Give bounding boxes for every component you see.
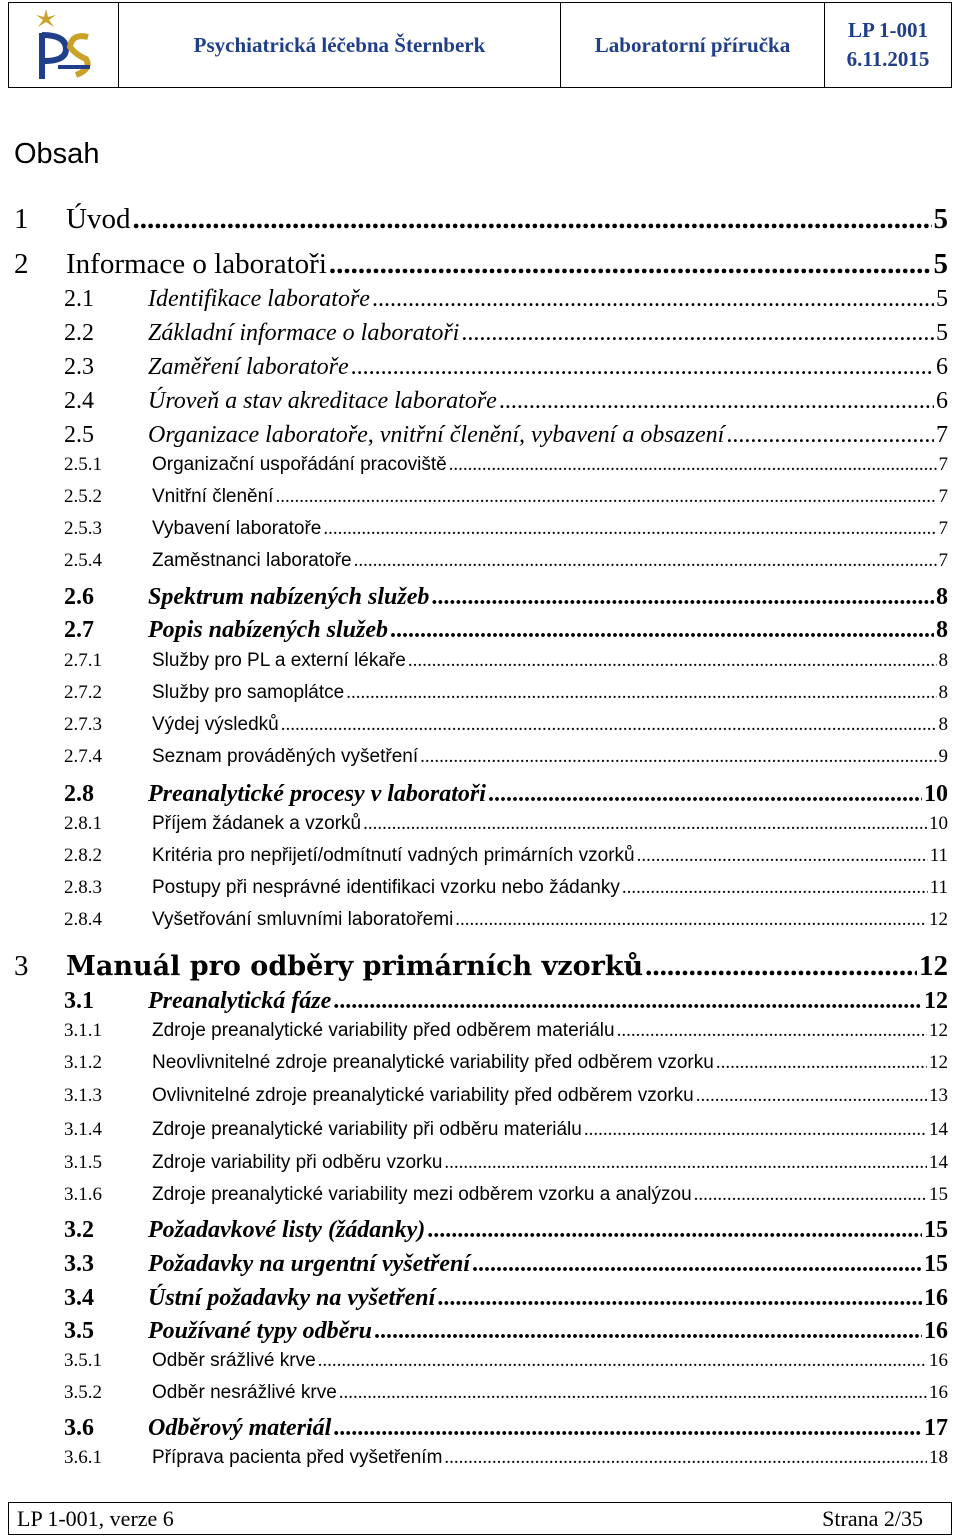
toc-leader — [622, 877, 928, 899]
toc-leader — [696, 1085, 927, 1107]
toc-title: Výdej výsledků — [152, 714, 279, 735]
toc-number: 2.8 — [64, 781, 94, 807]
toc-number: 2.5 — [64, 422, 94, 448]
toc-number: 3.2 — [64, 1217, 94, 1243]
toc-page: 16 — [929, 1350, 948, 1371]
toc-entry[interactable] — [0, 781, 960, 811]
toc-leader — [455, 909, 927, 931]
toc-leader — [372, 286, 934, 313]
toc-number: 2.5.1 — [64, 454, 102, 475]
toc-entry[interactable] — [0, 1382, 960, 1408]
toc-page: 10 — [929, 813, 948, 834]
toc-page: 8 — [938, 714, 948, 735]
toc-title: Spektrum nabízených služeb — [148, 584, 430, 610]
toc-entry[interactable] — [0, 1350, 960, 1376]
toc-entry[interactable] — [0, 388, 960, 418]
toc-entry[interactable] — [0, 1447, 960, 1473]
toc-title: Postupy při nesprávné identifikaci vzorku nebo žádanky — [152, 877, 620, 898]
toc-page: 8 — [938, 650, 948, 671]
toc-leader — [645, 950, 917, 983]
toc-title: Zaměření laboratoře — [148, 354, 349, 380]
toc-title: Požadavkové listy (žádanky) — [148, 1217, 426, 1243]
institution-name: Psychiatrická léčebna Šternberk — [193, 32, 486, 57]
toc-leader — [354, 550, 937, 572]
institution-logo-icon — [32, 7, 96, 83]
toc-entry[interactable] — [0, 617, 960, 647]
toc-number: 3.1 — [64, 988, 94, 1014]
page-title: Obsah — [14, 138, 100, 170]
toc-title: Požadavky na urgentní vyšetření — [148, 1251, 470, 1277]
toc-number: 2.5.2 — [64, 486, 102, 507]
toc-title: Popis nabízených služeb — [148, 617, 389, 643]
toc-page: 7 — [938, 486, 948, 507]
toc-entry[interactable] — [0, 354, 960, 384]
toc-page: 12 — [919, 950, 948, 982]
toc-number: 3.3 — [64, 1251, 94, 1277]
toc-leader — [499, 388, 934, 415]
toc-leader — [461, 320, 934, 347]
toc-title: Ovlivnitelné zdroje preanalytické variability před odběrem vzorku — [152, 1085, 694, 1106]
toc-number: 3.5 — [64, 1318, 94, 1344]
toc-entry[interactable] — [0, 486, 960, 512]
toc-leader — [339, 1382, 927, 1404]
doc-info-cell — [825, 3, 951, 87]
toc-entry[interactable] — [0, 1251, 960, 1281]
toc-page: 8 — [938, 682, 948, 703]
toc-entry[interactable] — [0, 1020, 960, 1046]
document-footer — [8, 1502, 952, 1535]
toc-title: Zaměstnanci laboratoře — [152, 550, 352, 571]
toc-number: 3.1.1 — [64, 1020, 102, 1041]
toc-entry[interactable] — [0, 1285, 960, 1315]
toc-entry[interactable] — [0, 1217, 960, 1247]
toc-leader — [488, 781, 922, 808]
toc-title: Základní informace o laboratoři — [148, 320, 460, 346]
toc-page: 14 — [929, 1119, 948, 1140]
toc-leader — [449, 454, 937, 476]
toc-leader — [318, 1350, 927, 1372]
toc-page: 13 — [929, 1085, 948, 1106]
toc-entry[interactable] — [0, 845, 960, 871]
toc-page: 6 — [936, 354, 948, 380]
toc-number: 2.7.2 — [64, 682, 102, 703]
toc-leader — [323, 518, 936, 540]
toc-title: Neovlivnitelné zdroje preanalytické variability před odběrem vzorku — [152, 1052, 714, 1073]
toc-number: 3 — [14, 950, 29, 982]
toc-title: Úroveň a stav akreditace laboratoře — [148, 388, 497, 414]
toc-title: Vybavení laboratoře — [152, 518, 322, 539]
toc-title: Zdroje preanalytické variability mezi odběrem vzorku a analýzou — [152, 1184, 692, 1205]
toc-number: 3.1.6 — [64, 1184, 102, 1205]
toc-page: 12 — [929, 1052, 948, 1073]
toc-page: 5 — [933, 203, 948, 235]
footer-page-number: Strana 2/35 — [822, 1505, 923, 1531]
toc-entry[interactable] — [0, 1184, 960, 1210]
toc-leader — [132, 203, 931, 236]
toc-number: 2.2 — [64, 320, 94, 346]
toc-leader — [694, 1184, 927, 1206]
toc-title: Příprava pacienta před vyšetřením — [152, 1447, 443, 1468]
toc-title: Používané typy odběru — [148, 1318, 372, 1344]
toc-title: Organizace laboratoře, vnitřní členění, vybavení a obsazení — [148, 422, 725, 448]
toc-page: 12 — [924, 988, 948, 1014]
toc-title: Vnitřní členění — [152, 486, 274, 507]
toc-leader — [408, 650, 937, 672]
toc-title: Zdroje preanalytické variability při odběru materiálu — [152, 1119, 582, 1140]
toc-entry[interactable] — [0, 714, 960, 740]
toc-number: 2.7 — [64, 617, 94, 643]
toc-leader — [437, 1285, 922, 1312]
toc-page: 18 — [929, 1447, 948, 1468]
toc-page: 12 — [929, 1020, 948, 1041]
toc-page: 7 — [938, 518, 948, 539]
toc-number: 2.8.2 — [64, 845, 102, 866]
toc-leader — [390, 617, 934, 644]
toc-entry[interactable] — [0, 1119, 960, 1145]
toc-entry[interactable] — [0, 682, 960, 708]
toc-page: 7 — [936, 422, 948, 448]
toc-number: 2.8.3 — [64, 877, 102, 898]
toc-leader — [346, 682, 936, 704]
toc-leader — [584, 1119, 927, 1141]
toc-title: Vyšetřování smluvními laboratořemi — [152, 909, 454, 930]
toc-page: 12 — [929, 909, 948, 930]
toc-leader — [281, 714, 937, 736]
toc-entry[interactable] — [0, 988, 960, 1018]
toc-number: 3.1.2 — [64, 1052, 102, 1073]
toc-page: 14 — [929, 1152, 948, 1173]
toc-leader — [363, 813, 927, 835]
manual-name: Laboratorní příručka — [594, 32, 791, 57]
toc-number: 3.6 — [64, 1415, 94, 1441]
toc-title: Preanalytická fáze — [148, 988, 332, 1014]
logo-cell — [9, 3, 119, 87]
doc-code: LP 1-001 — [848, 18, 928, 42]
toc-title: Informace o laboratoři — [66, 248, 327, 280]
toc-number: 3.1.4 — [64, 1119, 102, 1140]
toc-number: 2.5.4 — [64, 550, 102, 571]
toc-title: Odběr srážlivé krve — [152, 1350, 316, 1371]
toc-page: 11 — [929, 845, 948, 866]
toc-number: 3.5.2 — [64, 1382, 102, 1403]
toc-number: 2.7.3 — [64, 714, 102, 735]
institution-cell — [119, 3, 561, 87]
toc-page: 15 — [924, 1217, 948, 1243]
toc-title: Manuál pro odběry primárních vzorků — [66, 951, 644, 982]
toc-title: Organizační uspořádání pracoviště — [152, 454, 447, 475]
toc-title: Služby pro PL a externí lékaře — [152, 650, 406, 671]
document-header — [8, 2, 952, 88]
toc-page: 15 — [929, 1184, 948, 1205]
toc-leader — [420, 746, 936, 768]
toc-leader — [333, 988, 922, 1015]
toc-title: Kritéria pro nepřijetí/odmítnutí vadných primárních vzorků — [152, 845, 635, 866]
toc-page: 15 — [924, 1251, 948, 1277]
toc-leader — [617, 1020, 927, 1042]
toc-leader — [329, 248, 932, 281]
toc-title: Identifikace laboratoře — [148, 286, 370, 312]
toc-title: Preanalytické procesy v laboratoři — [148, 781, 486, 807]
toc-page: 5 — [933, 248, 948, 280]
toc-entry[interactable] — [0, 1152, 960, 1178]
toc-page: 16 — [924, 1285, 948, 1311]
toc-entry[interactable] — [0, 650, 960, 676]
toc-title: Zdroje preanalytické variability před odběrem materiálu — [152, 1020, 615, 1041]
toc-leader — [374, 1318, 922, 1345]
toc-title: Odběr nesrážlivé krve — [152, 1382, 337, 1403]
toc-page: 8 — [936, 617, 948, 643]
toc-leader — [427, 1217, 922, 1244]
toc-page: 7 — [938, 550, 948, 571]
toc-number: 2.4 — [64, 388, 94, 414]
toc-page: 10 — [924, 781, 948, 807]
toc-number: 1 — [14, 203, 29, 235]
footer-version: LP 1-001, verze 6 — [17, 1505, 174, 1531]
toc-entry[interactable] — [0, 1415, 960, 1445]
toc-entry[interactable] — [0, 813, 960, 839]
manual-cell — [561, 3, 825, 87]
doc-date: 6.11.2015 — [846, 47, 930, 71]
toc-entry[interactable] — [0, 422, 960, 452]
toc-entry[interactable] — [0, 248, 960, 282]
toc-entry[interactable] — [0, 454, 960, 480]
toc-entry[interactable] — [0, 584, 960, 614]
toc-number: 2.1 — [64, 286, 94, 312]
toc-page: 17 — [924, 1415, 948, 1441]
toc-entry[interactable] — [0, 286, 960, 316]
toc-page: 8 — [936, 584, 948, 610]
toc-number: 2.7.4 — [64, 746, 102, 767]
toc-number: 3.1.5 — [64, 1152, 102, 1173]
toc-page: 16 — [924, 1318, 948, 1344]
toc-number: 3.5.1 — [64, 1350, 102, 1371]
toc-leader — [351, 354, 934, 381]
toc-leader — [716, 1052, 927, 1074]
toc-leader — [444, 1447, 927, 1469]
toc-number: 2.8.4 — [64, 909, 102, 930]
toc-entry[interactable] — [0, 950, 960, 984]
toc-leader — [444, 1152, 927, 1174]
toc-title: Zdroje variability při odběru vzorku — [152, 1152, 443, 1173]
toc-entry[interactable] — [0, 518, 960, 544]
toc-number: 2.6 — [64, 584, 94, 610]
toc-page: 5 — [936, 286, 948, 312]
toc-number: 2.5.3 — [64, 518, 102, 539]
toc-title: Příjem žádanek a vzorků — [152, 813, 362, 834]
toc-title: Úvod — [66, 203, 131, 235]
toc-entry[interactable] — [0, 877, 960, 903]
toc-leader — [431, 584, 934, 611]
toc-number: 3.6.1 — [64, 1447, 102, 1468]
toc-leader — [333, 1415, 922, 1442]
toc-entry[interactable] — [0, 1318, 960, 1348]
toc-title: Ústní požadavky na vyšetření — [148, 1285, 436, 1311]
toc-number: 2.7.1 — [64, 650, 102, 671]
toc-page: 16 — [929, 1382, 948, 1403]
toc-entry[interactable] — [0, 203, 960, 237]
toc-number: 3.4 — [64, 1285, 94, 1311]
toc-entry[interactable] — [0, 746, 960, 772]
toc-leader — [637, 845, 928, 867]
toc-page: 6 — [936, 388, 948, 414]
toc-number: 2.8.1 — [64, 813, 102, 834]
toc-title: Služby pro samoplátce — [152, 682, 345, 703]
toc-page: 7 — [938, 454, 948, 475]
toc-page: 11 — [929, 877, 948, 898]
toc-leader — [726, 422, 934, 449]
toc-entry[interactable] — [0, 1052, 960, 1078]
toc-number: 3.1.3 — [64, 1085, 102, 1106]
toc-title: Odběrový materiál — [148, 1415, 332, 1441]
toc-entry[interactable] — [0, 1085, 960, 1111]
toc-entry[interactable] — [0, 909, 960, 935]
toc-number: 2 — [14, 248, 29, 280]
toc-page: 5 — [936, 320, 948, 346]
toc-leader — [275, 486, 936, 508]
toc-entry[interactable] — [0, 550, 960, 576]
toc-entry[interactable] — [0, 320, 960, 350]
toc-leader — [472, 1251, 922, 1278]
toc-number: 2.3 — [64, 354, 94, 380]
toc-title: Seznam prováděných vyšetření — [152, 746, 419, 767]
toc-page: 9 — [938, 746, 948, 767]
